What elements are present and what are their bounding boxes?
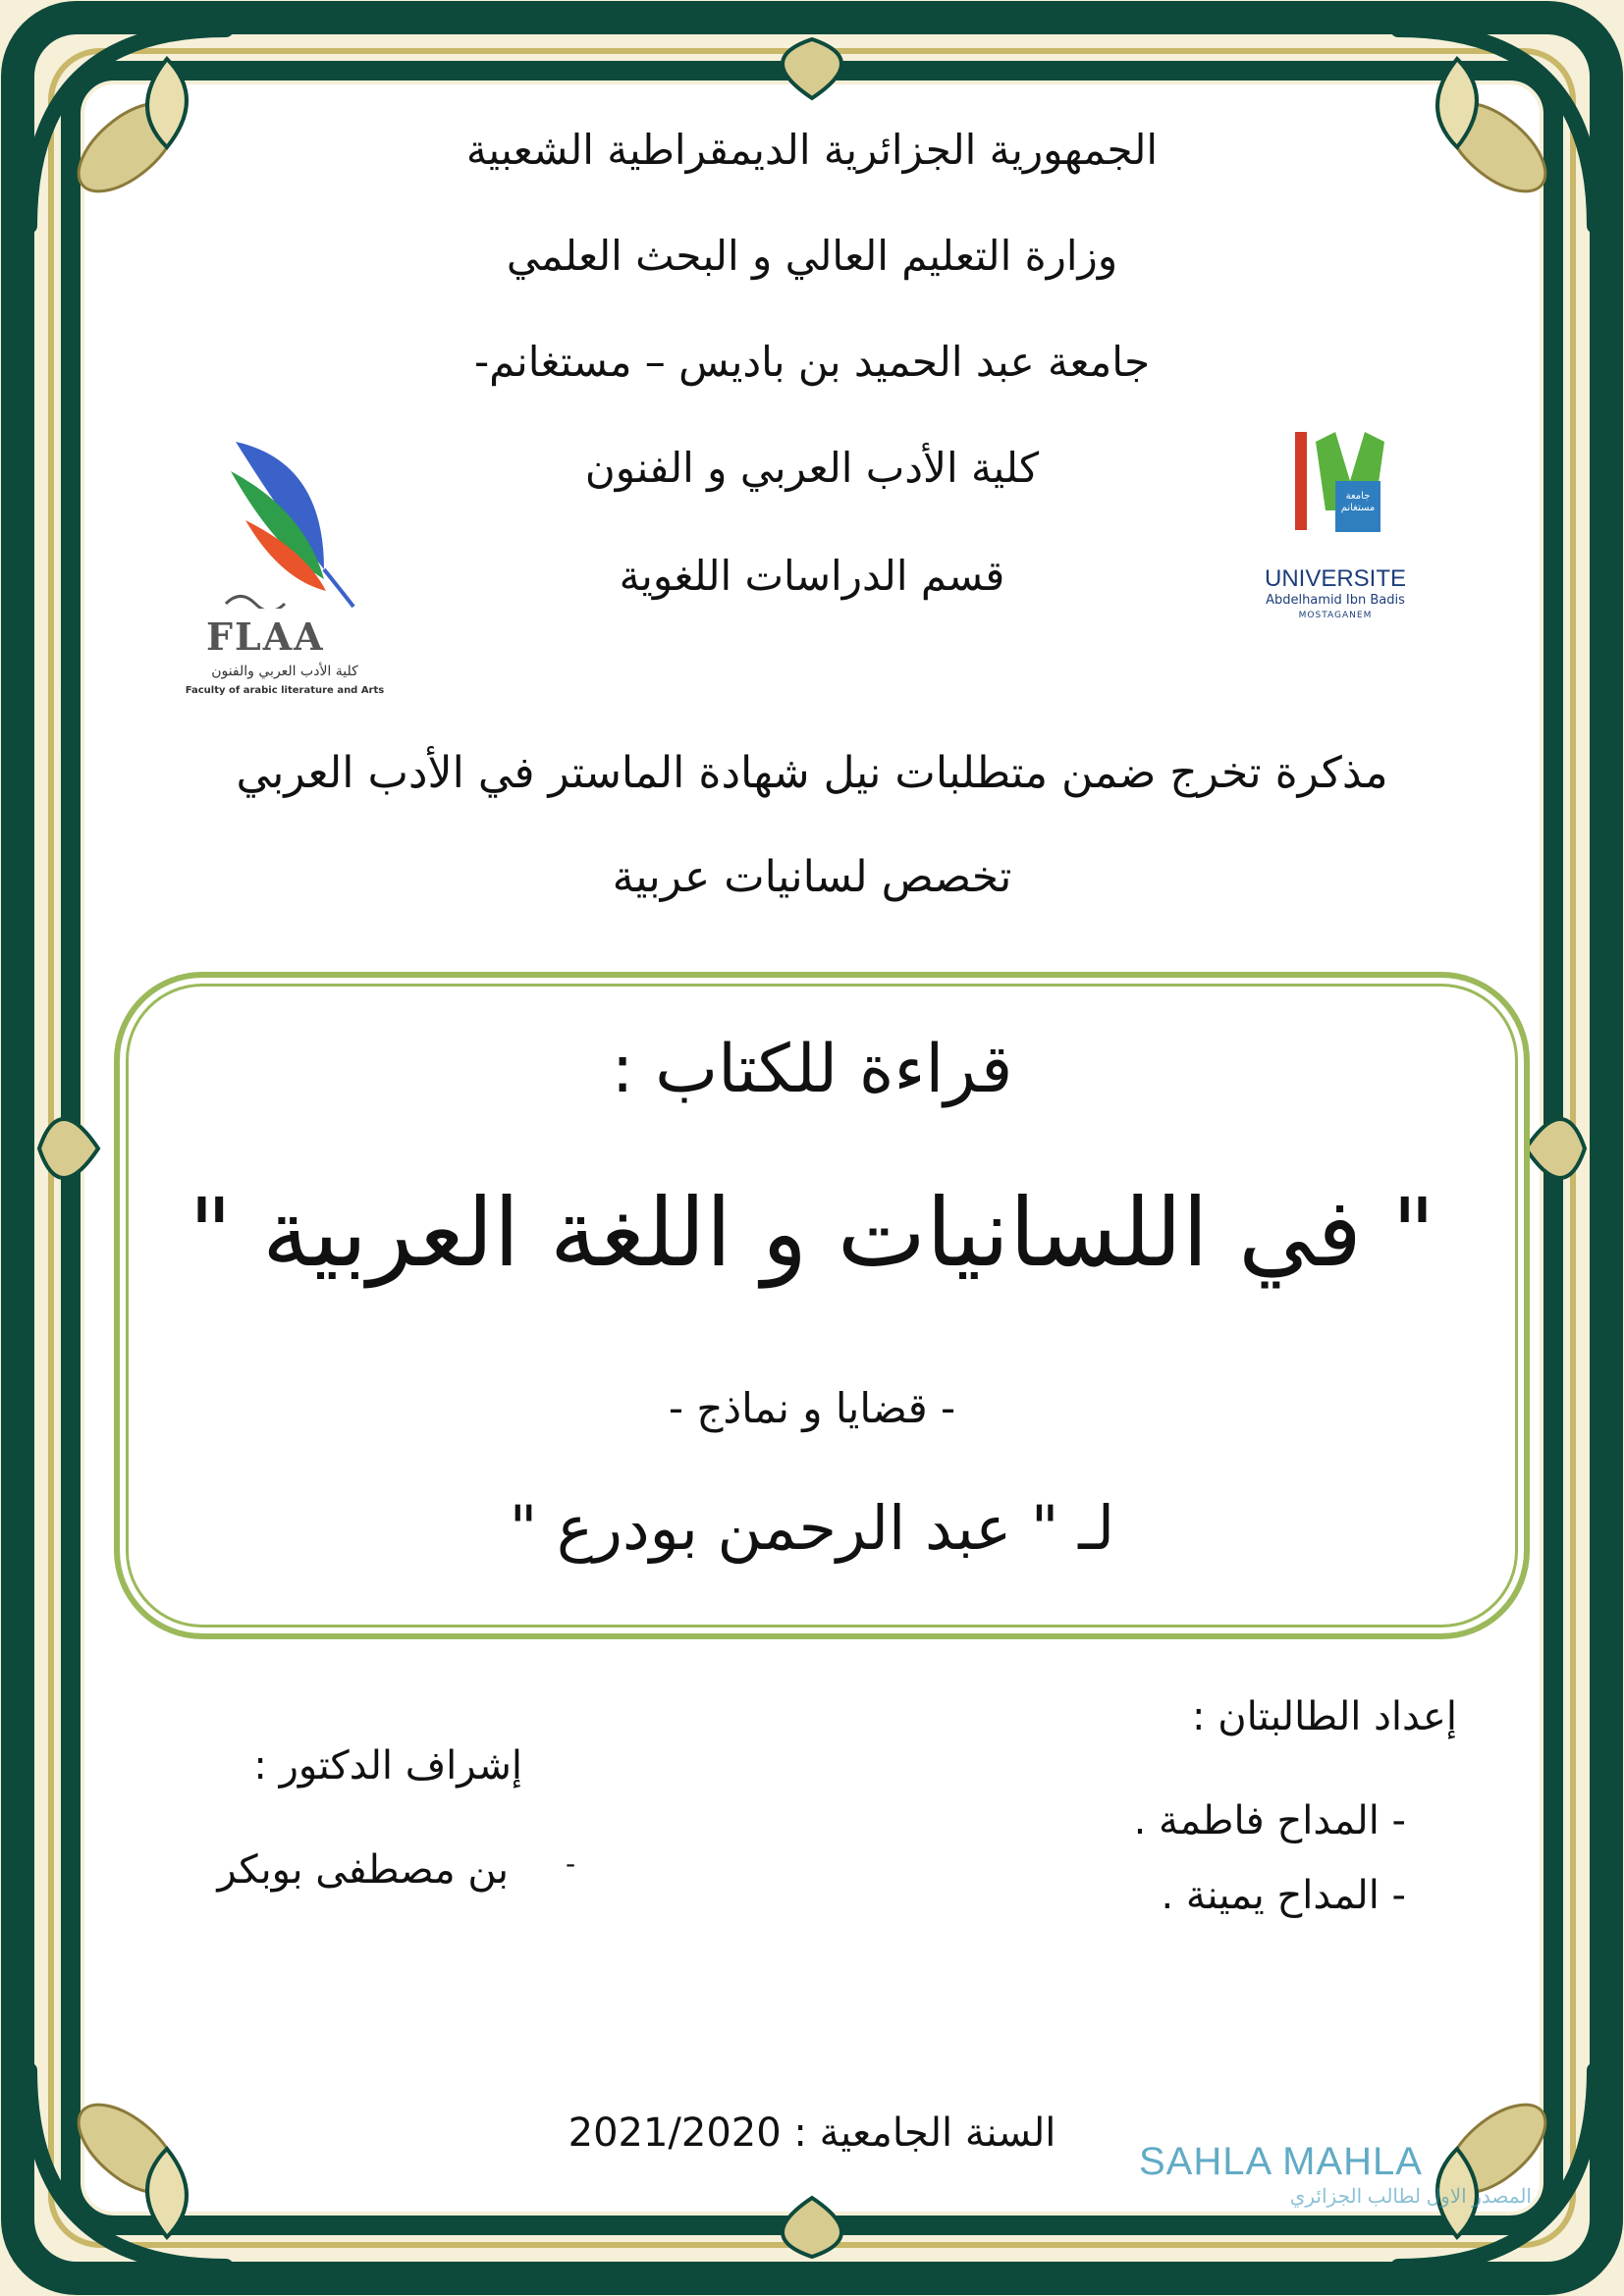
thesis-purpose: مذكرة تخرج ضمن متطلبات نيل شهادة الماستر في الأدب العربي bbox=[236, 748, 1388, 798]
republic-name: الجمهورية الجزائرية الديمقراطية الشعبية bbox=[465, 126, 1159, 174]
department-name: قسم الدراسات اللغوية bbox=[619, 552, 1005, 600]
university-logo bbox=[1257, 422, 1414, 628]
book-author: لـ " عبد الرحمن بودرع " bbox=[509, 1492, 1115, 1564]
flaa-english: Faculty of arabic literature and Arts bbox=[185, 685, 385, 696]
book-title: " في اللسانيات و اللغة العربية " bbox=[189, 1178, 1435, 1288]
flaa-arabic: كلية الأدب العربي والفنون bbox=[211, 664, 358, 679]
faculty-name: كلية الأدب العربي و الفنون bbox=[584, 444, 1040, 492]
students-heading: إعداد الطالبتان : bbox=[1192, 1694, 1457, 1739]
reading-label: قراءة للكتاب : bbox=[611, 1031, 1013, 1108]
thesis-specialty: تخصص لسانيات عربية bbox=[612, 852, 1012, 902]
watermark bbox=[1139, 2140, 1532, 2209]
academic-year-value: 2021/2020 bbox=[568, 2110, 782, 2156]
supervisor-dash: - bbox=[566, 1847, 576, 1880]
supervisor-heading: إشراف الدكتور : bbox=[253, 1743, 522, 1789]
univ-line2: Abdelhamid Ibn Badis bbox=[1266, 593, 1405, 608]
univ-line1: UNIVERSITE bbox=[1264, 565, 1407, 592]
univ-badge-text: جامعة مستغانم bbox=[1340, 491, 1376, 513]
student-1: - المداح فاطمة . bbox=[1133, 1798, 1406, 1843]
flaa-name: FLAA bbox=[206, 614, 325, 659]
student-2: - المداح يمينة . bbox=[1161, 1873, 1406, 1918]
flaa-logo bbox=[177, 432, 393, 707]
supervisor-name: بن مصطفى بوبكر bbox=[217, 1847, 509, 1893]
univ-line3: MOSTAGANEM bbox=[1298, 611, 1373, 620]
watermark-brand: SAHLA MAHLA bbox=[1139, 2140, 1423, 2183]
university-name: جامعة عبد الحميد بن باديس – مستغانم- bbox=[473, 338, 1151, 386]
ministry-name: وزارة التعليم العالي و البحث العلمي bbox=[506, 232, 1118, 280]
academic-year-label: السنة الجامعية : bbox=[793, 2110, 1056, 2156]
book-subtitle: - قضايا و نماذج - bbox=[668, 1384, 956, 1432]
feather-icon bbox=[177, 432, 393, 609]
watermark-tagline: المصدر الاول لطالب الجزائري bbox=[1289, 2186, 1532, 2208]
